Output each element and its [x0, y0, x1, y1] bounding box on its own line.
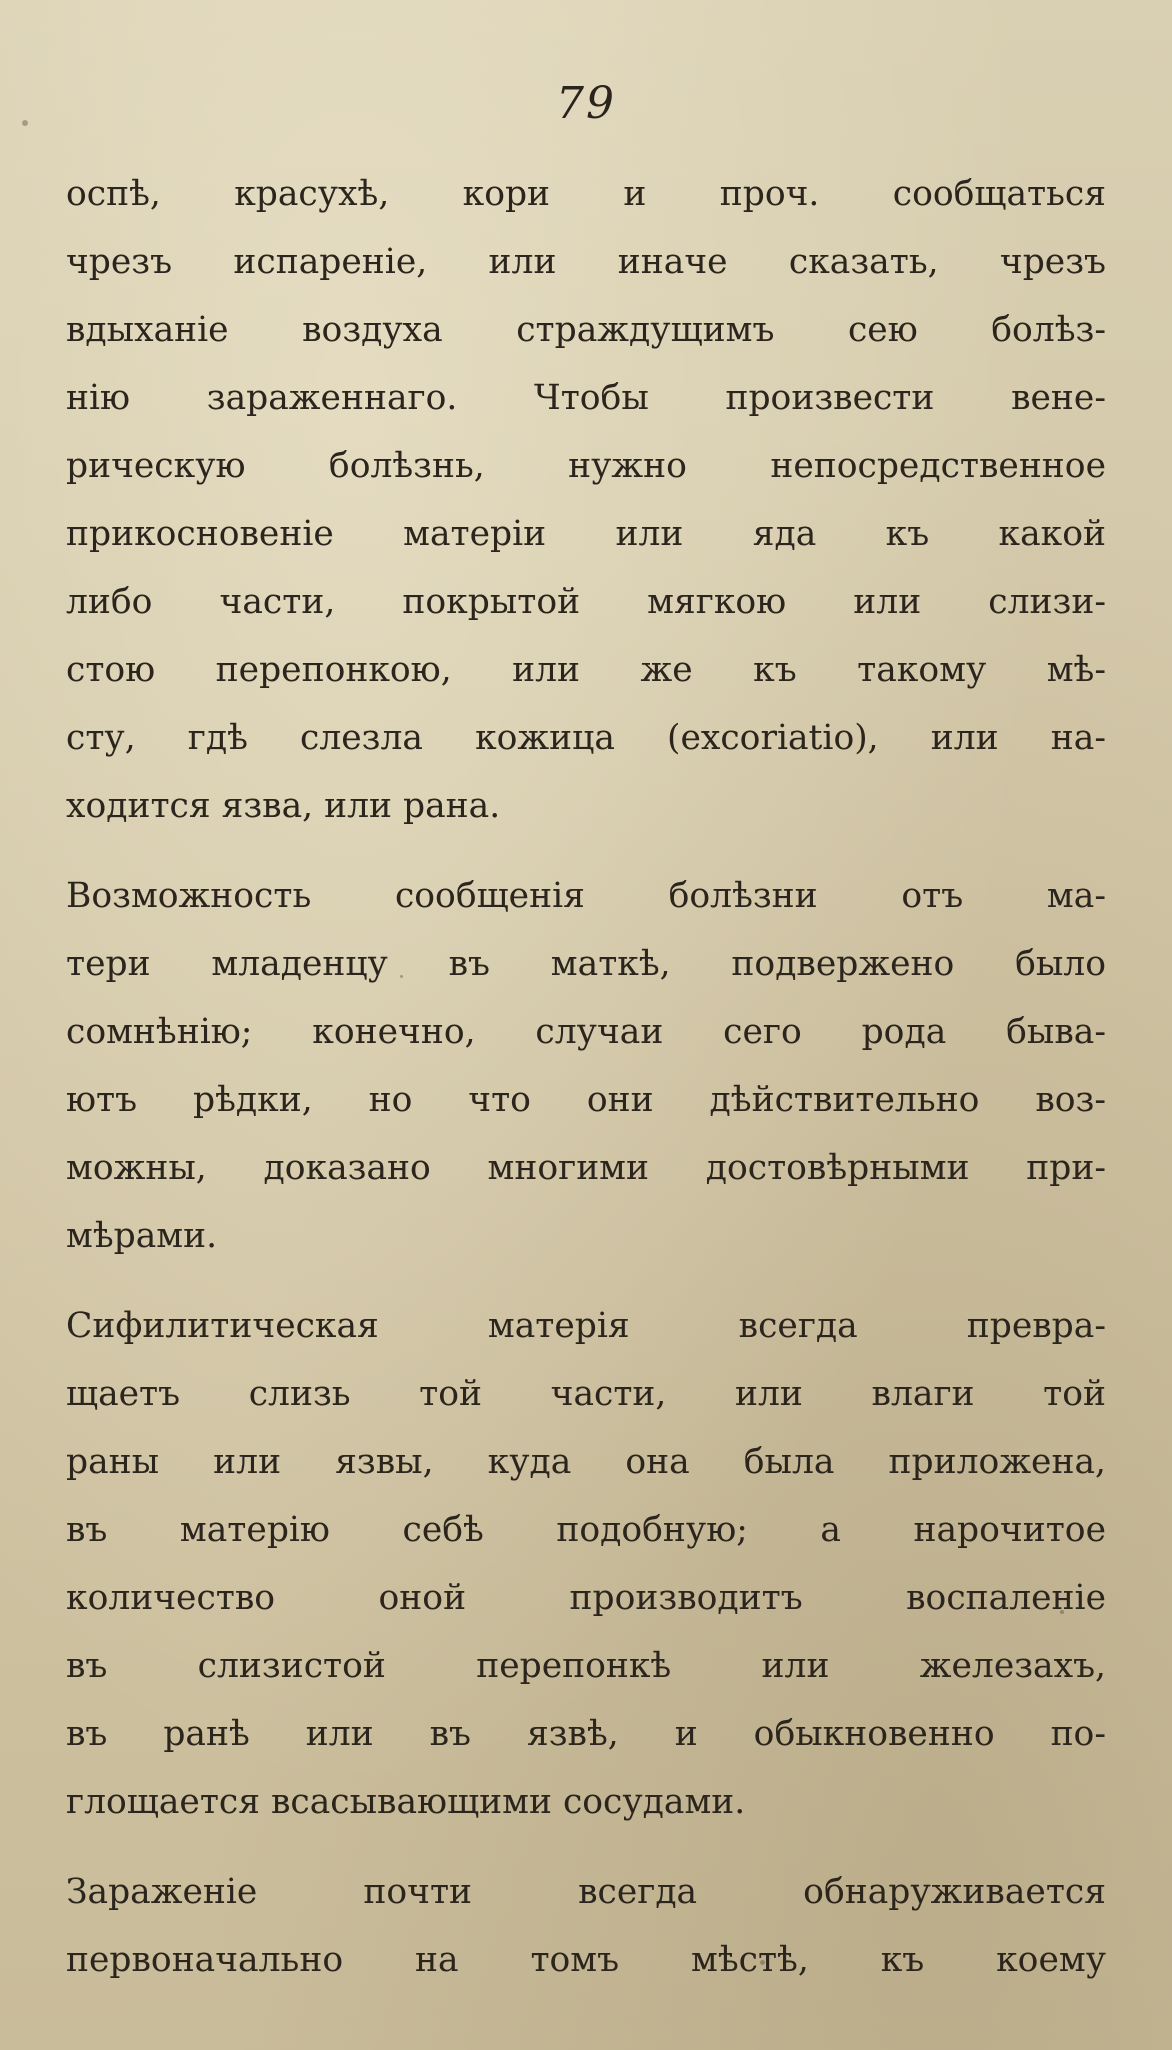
text-line: сту, гдѣ слезла кожица (excoriatio), или на- [66, 718, 1106, 758]
paragraph-gap [66, 1270, 1106, 1292]
text-line: первоначально на томъ мѣстѣ, къ коему [66, 1940, 1106, 1980]
paper-speck [400, 975, 403, 978]
paragraph-3 [66, 1292, 1106, 1836]
text-line: глощается всасывающими сосудами. [66, 1782, 746, 1822]
text-line: рическую болѣзнь, нужно непосредственное [66, 446, 1106, 486]
paragraph-4 [66, 1858, 1106, 1994]
text-line: можны, доказано многими достовѣрными при- [66, 1148, 1106, 1188]
paragraph-1 [66, 160, 1106, 840]
text-line: Сифилитическая матерія всегда превра- [66, 1306, 1106, 1346]
text-line: ходится язва, или рана. [66, 786, 501, 826]
text-line: прикосновеніе матеріи или яда къ какой [66, 514, 1106, 554]
paragraph-gap [66, 840, 1106, 862]
text-line: мѣрами. [66, 1216, 218, 1256]
text-line: количество оной производитъ воспаленіе [66, 1578, 1106, 1618]
text-line: стою перепонкою, или же къ такому мѣ- [66, 650, 1106, 690]
text-line: ютъ рѣдки, но что они дѣйствительно воз- [66, 1080, 1106, 1120]
paper-speck [22, 120, 28, 126]
text-line: сомнѣнію; конечно, случаи сего рода быва- [66, 1012, 1106, 1052]
text-line: въ ранѣ или въ язвѣ, и обыкновенно по- [66, 1714, 1106, 1754]
paragraph-gap [66, 1836, 1106, 1858]
text-line: чрезъ испареніе, или иначе сказать, чрезъ [66, 242, 1106, 282]
body-text [66, 160, 1106, 1994]
text-line: либо части, покрытой мягкою или слизи- [66, 582, 1106, 622]
text-line: раны или язвы, куда она была приложена, [66, 1442, 1106, 1482]
text-line: Возможность сообщенія болѣзни отъ ма- [66, 876, 1106, 916]
text-line: въ матерію себѣ подобную; а нарочитое [66, 1510, 1106, 1550]
paper-speck [760, 1960, 765, 1965]
page-number: 79 [556, 78, 616, 129]
text-line: тери младенцу въ маткѣ, подвержено было [66, 944, 1106, 984]
paragraph-2 [66, 862, 1106, 1270]
text-line: въ слизистой перепонкѣ или железахъ, [66, 1646, 1106, 1686]
text-line: Зараженіе почти всегда обнаруживается [66, 1872, 1106, 1912]
paper-speck [1060, 1610, 1064, 1614]
text-line: оспѣ, красухѣ, кори и проч. сообщаться [66, 174, 1106, 214]
text-line: щаетъ слизь той части, или влаги той [66, 1374, 1106, 1414]
text-line: вдыханіе воздуха страждущимъ сею болѣз- [66, 310, 1106, 350]
text-line: нію зараженнаго. Чтобы произвести вене- [66, 378, 1106, 418]
